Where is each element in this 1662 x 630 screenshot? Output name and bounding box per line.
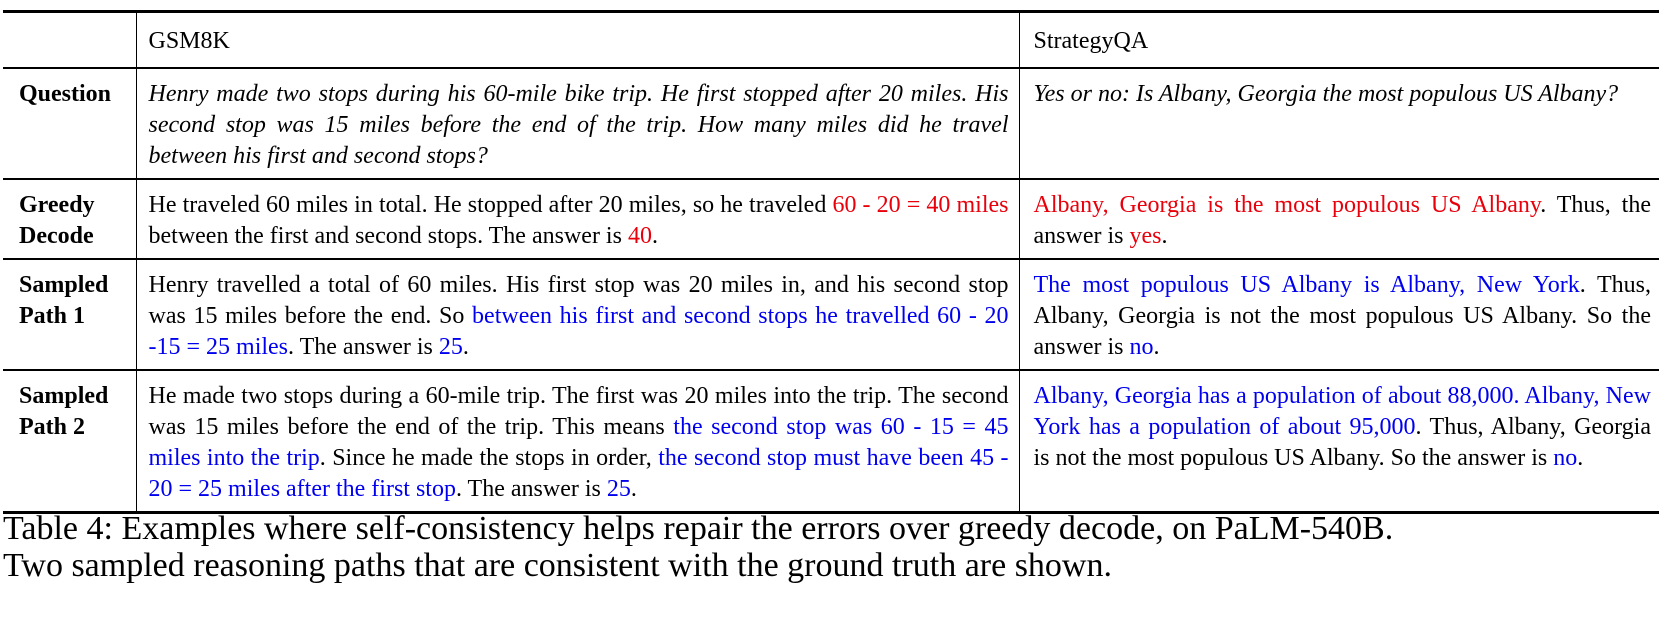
examples-table — [3, 10, 1659, 514]
text-span: He traveled 60 miles in total. He stopped after 20 miles, so he traveled — [148, 192, 833, 218]
gsm8k-cell — [136, 68, 1019, 179]
strategyqa-cell — [1019, 259, 1659, 370]
correct-reasoning-span: no — [1129, 334, 1154, 360]
table-row — [3, 68, 1659, 179]
correct-reasoning-span: Albany, Georgia has a population of about 88,000. Albany, New York has a population of about 95,000 — [1033, 383, 1651, 440]
correct-reasoning-span: The most populous US Albany is Albany, New York — [1033, 272, 1580, 298]
correct-reasoning-span: the second stop was 60 - 15 = 45 miles into the trip — [148, 414, 1009, 471]
correct-reasoning-span: 25 — [438, 334, 463, 360]
text-span: . The answer is — [288, 334, 439, 360]
correct-reasoning-span: no — [1553, 445, 1578, 471]
correct-reasoning-span: the second stop must have been 45 - 20 = 25 miles after the first stop — [148, 445, 1009, 502]
text-span: between the first and second stops. The answer is — [148, 223, 628, 249]
text-span: . — [1153, 334, 1160, 360]
strategyqa-cell — [1019, 179, 1659, 259]
text-span: Henry travelled a total of 60 miles. His first stop was 20 miles in, and his second stop was 15 miles before the end. So — [148, 272, 1009, 329]
row-label: Sampled Path 1 — [3, 259, 136, 370]
strategyqa-cell — [1019, 370, 1659, 513]
text-span: . — [462, 334, 469, 360]
gsm8k-cell — [136, 370, 1019, 513]
table-row — [3, 179, 1659, 259]
row-label: Question — [3, 68, 136, 179]
gsm8k-cell — [136, 179, 1019, 259]
row-label: Sampled Path 2 — [3, 370, 136, 513]
table-row — [3, 370, 1659, 513]
gsm8k-cell — [136, 259, 1019, 370]
text-span: . Thus, the answer is — [1033, 192, 1652, 249]
text-span: . — [1577, 445, 1584, 471]
incorrect-reasoning-span: 60 - 20 = 40 miles — [832, 192, 1009, 218]
table-row — [3, 259, 1659, 370]
text-span: He made two stops during a 60-mile trip. The first was 20 miles into the trip. The second was 15 miles before the end of the trip. This means — [148, 383, 1009, 440]
text-span: . Since he made the stops in order, — [319, 445, 659, 471]
text-span: . — [651, 223, 658, 249]
caption-line-1: Table 4: Examples where self-consistency helps repair the errors over greedy decode, on PaLM-540B. — [3, 510, 1394, 547]
text-span: . Thus, Albany, Georgia is not the most populous US Albany. So the answer is — [1033, 414, 1651, 471]
header-strategyqa: StrategyQA — [1019, 12, 1659, 69]
incorrect-reasoning-span: Albany, Georgia is the most populous US Albany — [1033, 192, 1541, 218]
table-caption — [3, 510, 1659, 584]
correct-reasoning-span: between his first and second stops he travelled 60 - 20 -15 = 25 miles — [148, 303, 1009, 360]
strategyqa-cell — [1019, 68, 1659, 179]
correct-reasoning-span: 25 — [606, 476, 631, 502]
incorrect-reasoning-span: yes — [1129, 223, 1162, 249]
row-label: Greedy Decode — [3, 179, 136, 259]
text-span: Yes or no: Is Albany, Georgia the most populous US Albany? — [1033, 81, 1619, 107]
text-span: Henry made two stops during his 60-mile bike trip. He first stopped after 20 miles. His second stop was 15 miles before the end of the trip. How many miles did he travel between his first and second stops? — [148, 81, 1009, 169]
text-span: . — [630, 476, 637, 502]
header-corner-cell — [3, 12, 136, 69]
text-span: . Thus, Albany, Georgia is not the most populous US Albany. So the answer is — [1033, 272, 1651, 360]
header-gsm8k: GSM8K — [136, 12, 1019, 69]
text-span: . — [1161, 223, 1168, 249]
incorrect-reasoning-span: 40 — [627, 223, 652, 249]
table-header-row — [3, 12, 1659, 69]
caption-line-2: Two sampled reasoning paths that are consistent with the ground truth are shown. — [3, 547, 1112, 584]
text-span: . The answer is — [455, 476, 607, 502]
results-table-container — [3, 10, 1659, 514]
